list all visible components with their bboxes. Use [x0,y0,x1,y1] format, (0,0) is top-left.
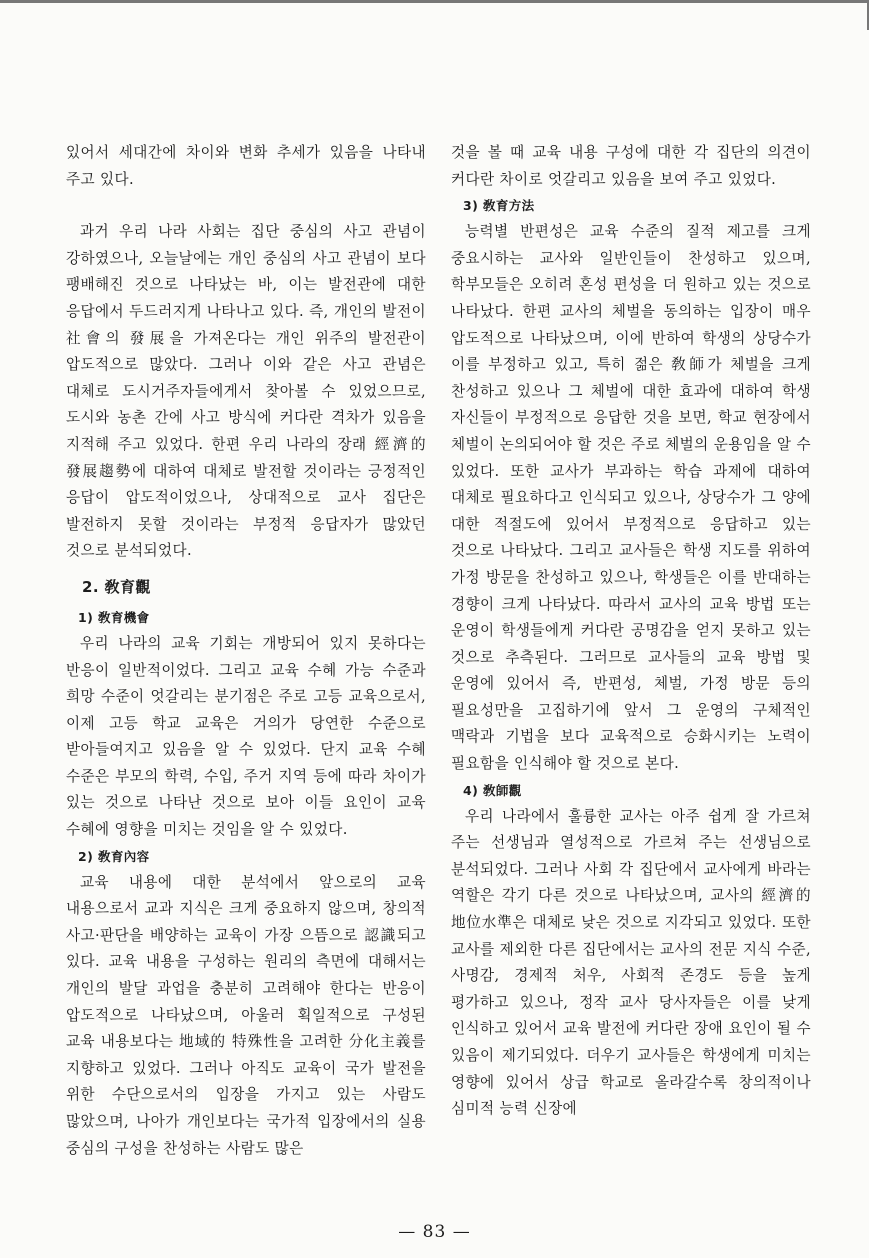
subheading-teacher-view: 4) 敎師觀 [463,782,522,798]
paragraph-teacher-view: 우리 나라에서 훌륭한 교사는 아주 쉽게 잘 가르쳐 주는 선생님과 열성적으로 가르쳐 주는 선생님으로 분석되었다. 그러나 사회 각 집단에서 교사에게 바라는 역할은 각기 다른 것으로 나타났으며, 교사의 經濟的 地位水準은 대체로 낮은 것으로 지각되고 있었다. 또한 교사를 제외한 다른 집단에서는 교사의 전문 지식 수준, 사명감, 경제적 처우, 사회적 존경도 등을 높게 평가하고 있으나, 정작 교사 당사자들은 이를 낮게 인식하고 있어서 교육 발전에 커다란 장애 요인이 될 수 있음이 제기되었다. 더우기 교사들은 학생에게 미치는 영향에 있어서 상급 학교로 올라갈수록 창의적이나 심미적 능력 신장에 [451,807,811,1118]
paragraph-gap [66,193,426,219]
page-top-border [0,0,869,3]
paragraph-content-continued: 것을 볼 때 교육 내용 구성에 대한 각 집단의 의견이 커다란 차이로 엇갈리고 있음을 보여 주고 있었다. [451,144,811,188]
paragraph-education-opportunity: 우리 나라의 교육 기회는 개방되어 있지 못하다는 반응이 일반적이었다. 그리고 교육 수혜 가능 수준과 희망 수준이 엇갈리는 분기점은 주로 고등 교육으로서, 이제 고등 학교 교육은 거의가 당연한 수준으로 받아들여지고 있음을 알 수 있었다. 단지 교육 수혜 수준은 부모의 학력, 수입, 주거 지역 등에 따라 차이가 있는 것으로 나타난 것으로 보아 이들 요인이 교육 수혜에 영향을 미치는 것임을 알 수 있었다. [66,634,426,839]
paragraph-education-content: 교육 내용에 대한 분석에서 앞으로의 교육 내용으로서 교과 지식은 크게 중요하지 않으며, 창의적 사고·판단을 배양하는 교육이 가장 으뜸으로 認識되고 있다. 교육 내용을 구성하는 원리의 측면에 대해서는 개인의 발달 과업을 충분히 고려해야 한다는 반응이 압도적으로 나타났으며, 아울러 획일적으로 구성된 교육 내용보다는 地域的 特殊性을 고려한 分化主義를 지향하고 있었다. 그러나 아직도 교육이 국가 발전을 위한 수단으로서의 입장을 가지고 있는 사람도 많았으며, 나아가 개인보다는 국가적 입장에서의 실용 중심의 구성을 찬성하는 사람도 많은 [66,873,426,1157]
page-number: — 83 — [398,1222,471,1242]
paragraph-generational-change: 있어서 세대간에 차이와 변화 추세가 있음을 나타내 주고 있다. [66,144,426,188]
subheading-education-opportunity: 1) 敎育機會 [78,609,150,625]
paragraph-education-method: 능력별 반편성은 교육 수준의 질적 제고를 크게 중요시하는 교사와 일반인들이 찬성하고 있으며, 학부모들은 오히려 혼성 편성을 더 원하고 있는 것으로 나타났다. 한편 교사의 체벌을 동의하는 입장이 매우 압도적으로 나타났으며, 이에 반하여 학생의 상당수가 이를 부정하고 있고, 특히 젊은 敎師가 체벌을 크게 찬성하고 있으나 그 체벌에 대한 효과에 대하여 학생 자신들이 부정적으로 응답한 것을 보면, 학교 현장에서 체벌이 논의되어야 할 것은 주로 체벌의 운용임을 알 수 있었다. 또한 교사가 부과하는 학습 과제에 대하여 대체로 필요하다고 인식되고 있으나, 상당수가 그 양에 대한 적절도에 있어서 부정적으로 응답하고 있는 것으로 나타났다. 그리고 교사들은 학생 지도를 위하여 가정 방문을 찬성하고 있으나, 학생들은 이를 반대하는 경향이 크게 나타났다. 따라서 교사의 교육 방법 또는 운영이 학생들에게 커다란 공명감을 얻지 못하고 있는 것으로 추측된다. 그러므로 교사들의 교육 방법 및 운영에 있어서 즉, 반편성, 체벌, 가정 방문 등의 필요성만을 고집하기에 앞서 그 운영의 구체적인 맥락과 기법을 보다 교육적으로 승화시키는 노력이 필요함을 인식해야 할 것으로 본다. [451,223,811,773]
right-column [451,140,811,1123]
section-heading-education-view: 2. 敎育觀 [82,577,151,596]
subheading-education-content: 2) 敎育內容 [78,848,150,864]
left-column [66,140,426,1162]
subheading-education-method: 3) 敎育方法 [463,198,535,214]
paragraph-social-thinking: 과거 우리 나라 사회는 집단 중심의 사고 관념이 강하였으나, 오늘날에는 개인 중심의 사고 관념이 보다 팽배해진 것으로 나타났는 바, 이는 발전관에 대한 응답에서 두드러지게 나타나고 있다. 즉, 개인의 발전이 社會의 發展을 가져온다는 개인 위주의 발전관이 압도적으로 많았다. 그러나 이와 같은 사고 관념은 대체로 도시거주자들에게서 찾아볼 수 있었으므로, 도시와 농촌 간에 사고 방식에 커다란 격차가 있음을 지적해 주고 있었다. 한편 우리 나라의 장래 經濟的 發展趨勢에 대하여 대체로 발전할 것이라는 긍정적인 응답이 압도적이었으나, 상대적으로 교사 집단은 발전하지 못할 것이라는 부정적 응답자가 많았던 것으로 분석되었다. [66,223,426,560]
